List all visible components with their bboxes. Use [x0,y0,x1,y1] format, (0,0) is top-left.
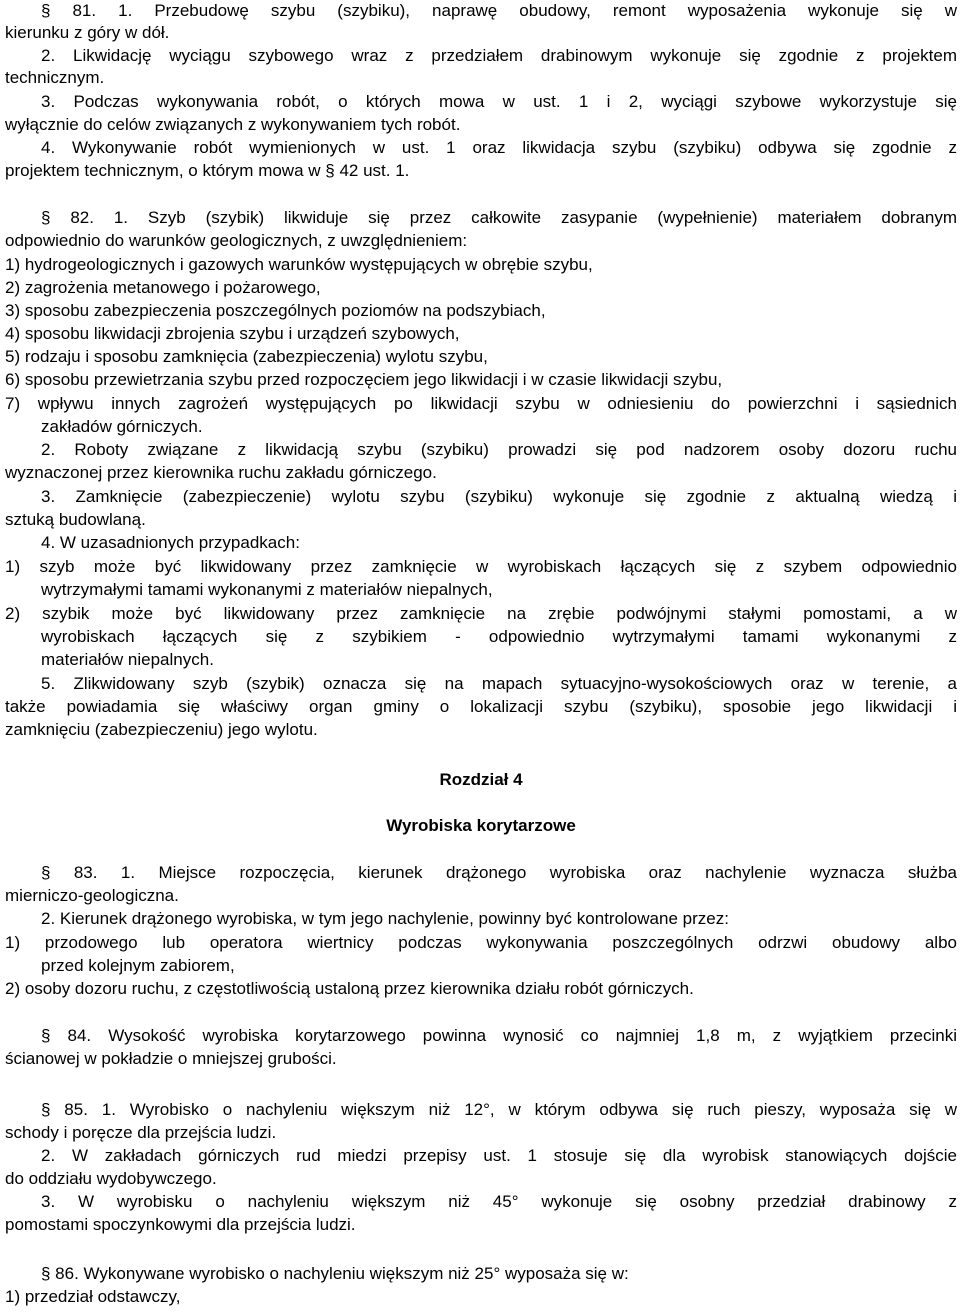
list-item: 1) hydrogeologicznych i gazowych warunków występujących w obrębie szybu, [5,255,593,274]
paragraph-83-2: 2. Kierunek drążonego wyrobiska, w tym jego nachylenie, powinny być kontrolowane przez: [41,909,729,928]
paragraph-81-3: 3. Podczas wykonywania robót, o których mowa w ust. 1 i 2, wyciągi szybowe wykorzystuje się [41,92,957,111]
text-line: pomostami spoczynkowymi dla przejścia ludzi. [5,1215,356,1234]
chapter-heading: Rozdział 4 [439,770,523,789]
list-item: 5) rodzaju i sposobu zamknięcia (zabezpieczenia) wylotu szybu, [5,347,488,366]
paragraph-81-1: § 81. 1. Przebudowę szybu (szybiku), naprawę obudowy, remont wyposażenia wykonuje się w [41,1,957,20]
paragraph-82-5: 5. Zlikwidowany szyb (szybik) oznacza się na mapach sytuacyjno-wysokościowych oraz w terenie, a [41,674,957,693]
paragraph-86: § 86. Wykonywane wyrobisko o nachyleniu większym niż 25° wyposaża się w: [41,1264,629,1283]
list-item: 1) przodowego lub operatora wiertnicy podczas wykonywania poszczególnych odrzwi obudowy albo [5,933,957,952]
paragraph-83-1: § 83. 1. Miejsce rozpoczęcia, kierunek drążonego wyrobiska oraz nachylenie wyznacza służba [41,863,957,882]
text-line: zamknięciu (zabezpieczeniu) jego wylotu. [5,720,318,739]
text-line: mierniczo-geologiczna. [5,886,179,905]
list-item: 3) sposobu zabezpieczenia poszczególnych poziomów na podszybiach, [5,301,546,320]
text-line: kierunku z góry w dół. [5,23,170,42]
text-line: wyłącznie do celów związanych z wykonywaniem tych robót. [5,115,461,134]
list-item: 4) sposobu likwidacji zbrojenia szybu i urządzeń szybowych, [5,324,460,343]
list-item: 1) przedział odstawczy, [5,1287,181,1306]
text-line: wytrzymałymi tamami wykonanymi z materiałów niepalnych, [41,580,493,599]
list-item: 7) wpływu innych zagrożeń występujących po likwidacji szybu w odniesieniu do powierzchni i sąsiednich [5,394,957,413]
paragraph-82-4: 4. W uzasadnionych przypadkach: [41,533,300,552]
list-item: 6) sposobu przewietrzania szybu przed rozpoczęciem jego likwidacji i w czasie likwidacji szybu, [5,370,723,389]
list-item: 2) szybik może być likwidowany przez zamknięcie na zrębie podwójnymi stałymi pomostami, a w [5,604,957,623]
paragraph-81-2: 2. Likwidację wyciągu szybowego wraz z przedziałem drabinowym wykonuje się zgodnie z projektem [41,46,957,65]
paragraph-85-3: 3. W wyrobisku o nachyleniu większym niż 45° wykonuje się osobny przedział drabinowy z [41,1192,957,1211]
paragraph-81-4: 4. Wykonywanie robót wymienionych w ust. 1 oraz likwidacja szybu (szybiku) odbywa się zgodnie z [41,138,957,157]
paragraph-82-2: 2. Roboty związane z likwidacją szybu (szybiku) prowadzi się pod nadzorem osoby dozoru ruchu [41,440,957,459]
text-line: schody i poręcze dla przejścia ludzi. [5,1123,277,1142]
text-line: także powiadamia się właściwy organ gminy o lokalizacji szybu (szybiku), sposobie jego likwidacji i [5,697,957,716]
text-line: odpowiednio do warunków geologicznych, z uwzględnieniem: [5,231,468,250]
paragraph-85-1: § 85. 1. Wyrobisko o nachyleniu większym niż 12°, w którym odbywa się ruch pieszy, wyposaża się w [41,1100,957,1119]
text-line: projektem technicznym, o którym mowa w § 42 ust. 1. [5,161,410,180]
list-item: 2) zagrożenia metanowego i pożarowego, [5,278,321,297]
text-line: do oddziału wydobywczego. [5,1169,217,1188]
list-item: 1) szyb może być likwidowany przez zamknięcie w wyrobiskach łączących się z szybem odpowiednio [5,557,957,576]
text-line: materiałów niepalnych. [41,650,214,669]
text-line: wyznaczonej przez kierownika ruchu zakładu górniczego. [5,463,437,482]
paragraph-85-2: 2. W zakładach górniczych rud miedzi przepisy ust. 1 stosuje się dla wyrobisk stanowiących dojście [41,1146,957,1165]
text-line: wyrobiskach łączących się z szybikiem - odpowiednio wytrzymałymi tamami wykonanymi z [41,627,957,646]
text-line: ścianowej w pokładzie o mniejszej grubości. [5,1049,337,1068]
paragraph-84: § 84. Wysokość wyrobiska korytarzowego powinna wynosić co najmniej 1,8 m, z wyjątkiem przecinki [41,1026,957,1045]
paragraph-82-3: 3. Zamknięcie (zabezpieczenie) wylotu szybu (szybiku) wykonuje się zgodnie z aktualną wiedzą i [41,487,957,506]
text-line: przed kolejnym zabiorem, [41,956,235,975]
paragraph-82-1: § 82. 1. Szyb (szybik) likwiduje się przez całkowite zasypanie (wypełnienie) materiałem dobranym [41,208,957,227]
list-item: 2) osoby dozoru ruchu, z częstotliwością ustaloną przez kierownika działu robót górniczych. [5,979,694,998]
chapter-title: Wyrobiska korytarzowe [386,816,576,835]
text-line: technicznym. [5,68,105,87]
text-line: zakładów górniczych. [41,417,203,436]
text-line: sztuką budowlaną. [5,510,146,529]
